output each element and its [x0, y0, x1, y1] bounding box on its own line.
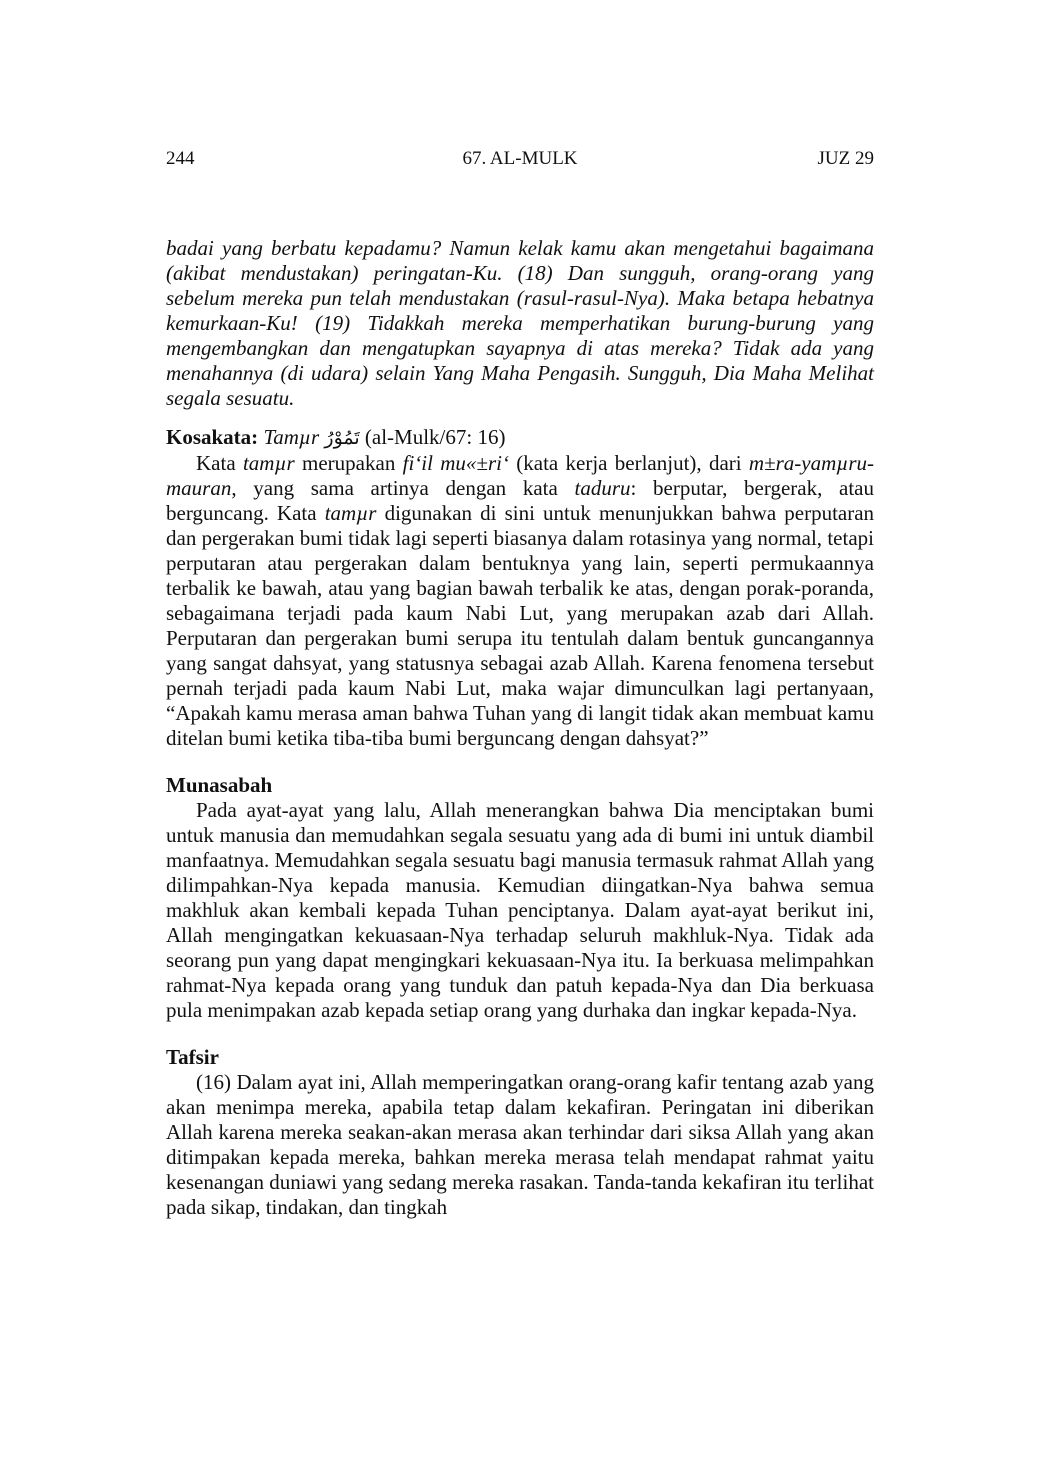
tafsir-paragraph: (16) Dalam ayat ini, Allah memperingatkan orang-orang kafir tentang azab yang akan menimpa mereka, apabila tetap dalam kekafiran. Peringatan ini diberikan Allah karena mereka seakan-akan merasa akan terhindar dari siksa Allah yang akan ditimpakan kepada mereka, bahkan mereka merasa telah mendapat rahmat yaitu kesenangan duniawi yang sedang mereka rasakan. Tanda-tanda kekafiran itu terlihat pada sikap, tindakan, dan tingkah	[166, 1070, 874, 1219]
juz-label: JUZ 29	[817, 148, 874, 169]
kosakata-term-italic: tamµr	[324, 501, 377, 525]
kosakata-text: Kata	[196, 451, 236, 475]
kosakata-text: merupakan	[302, 451, 396, 475]
kosakata-paragraph	[166, 451, 874, 751]
kosakata-term: Tamµr	[263, 425, 320, 449]
munasabah-heading: Munasabah	[166, 773, 273, 797]
page-body	[166, 236, 874, 1220]
page-header	[166, 146, 874, 172]
page-number: 244	[166, 148, 195, 169]
munasabah-paragraph: Pada ayat-ayat yang lalu, Allah menerangkan bahwa Dia menciptakan bumi untuk manusia dan memudahkan segala sesuatu yang ada di bumi ini untuk diambil manfaatnya. Memudahkan segala sesuatu bagi manusia termasuk rahmat Allah yang dilimpahkan-Nya kepada manusia. Kemudian diingatkan-Nya bahwa semua makhluk akan kembali kepada Tuhan penciptanya. Dalam ayat-ayat berikut ini, Allah mengingatkan kekuasaan-Nya terhadap seluruh makhluk-Nya. Tidak ada seorang pun yang dapat mengingkari kekuasaan-Nya itu. Ia berkuasa melimpahkan rahmat-Nya kepada orang yang tunduk dan patuh kepada-Nya dan Dia berkuasa pula menimpakan azab kepada setiap orang yang durhaka dan ingkar kepada-Nya.	[166, 798, 874, 1022]
kosakata-term-italic: m±ra-yamµru-mauran	[166, 451, 875, 500]
chapter-title: 67. AL-MULK	[462, 148, 578, 169]
tafsir-heading: Tafsir	[166, 1045, 219, 1069]
tafsir-section	[166, 1045, 874, 1220]
kosakata-label: Kosakata:	[166, 425, 259, 449]
kosakata-arabic: تَمُوْرُ	[324, 427, 360, 449]
kosakata-line	[166, 425, 874, 451]
kosakata-term-italic: fi‘il mu«±ri‘	[402, 451, 509, 475]
kosakata-text: (kata kerja berlanjut), dari	[516, 451, 742, 475]
kosakata-term-italic: taduru	[574, 476, 631, 500]
kosakata-reference: (al-Mulk/67: 16)	[364, 425, 506, 449]
munasabah-section	[166, 773, 874, 1023]
kosakata-text: : berputar, bergerak, atau berguncang. Kata	[166, 476, 874, 525]
kosakata-text: , yang sama artinya dengan kata	[231, 476, 558, 500]
kosakata-text: digunakan di sini untuk menunjukkan bahwa perputaran dan pergerakan bumi tidak lagi seperti biasanya dalam rotasinya yang normal, tetapi perputaran atau pergerakan dalam bentuknya yang lain, seperti permukaannya terbalik ke bawah, atau yang bagian bawah terbalik ke atas, dengan porak-poranda, sebagaimana terjadi pada kaum Nabi Lut, yang merupakan azab dari Allah. Perputaran dan pergerakan bumi serupa itu tentulah dalam bentuk guncangannya yang sangat dahsyat, yang statusnya sebagai azab Allah. Karena fenomena tersebut pernah terjadi pada kaum Nabi Lut, maka wajar dimunculkan lagi pertanyaan, “Apakah kamu merasa aman bahwa Tuhan yang di langit tidak akan membuat kamu ditelan bumi ketika tiba-tiba bumi berguncang dengan dahsyat?”	[166, 501, 875, 750]
kosakata-term-italic: tamµr	[242, 451, 295, 475]
translation-paragraph: badai yang berbatu kepadamu? Namun kelak kamu akan mengetahui bagaimana (akibat mendustakan) peringatan-Ku. (18) Dan sungguh, orang-orang yang sebelum mereka pun telah mendustakan (rasul-rasul-Nya). Maka betapa hebatnya kemurkaan-Ku! (19) Tidakkah mereka memperhatikan burung-burung yang mengembangkan dan mengatupkan sayapnya di atas mereka? Tidak ada yang menahannya (di udara) selain Yang Maha Pengasih. Sungguh, Dia Maha Melihat segala sesuatu.	[166, 236, 874, 410]
